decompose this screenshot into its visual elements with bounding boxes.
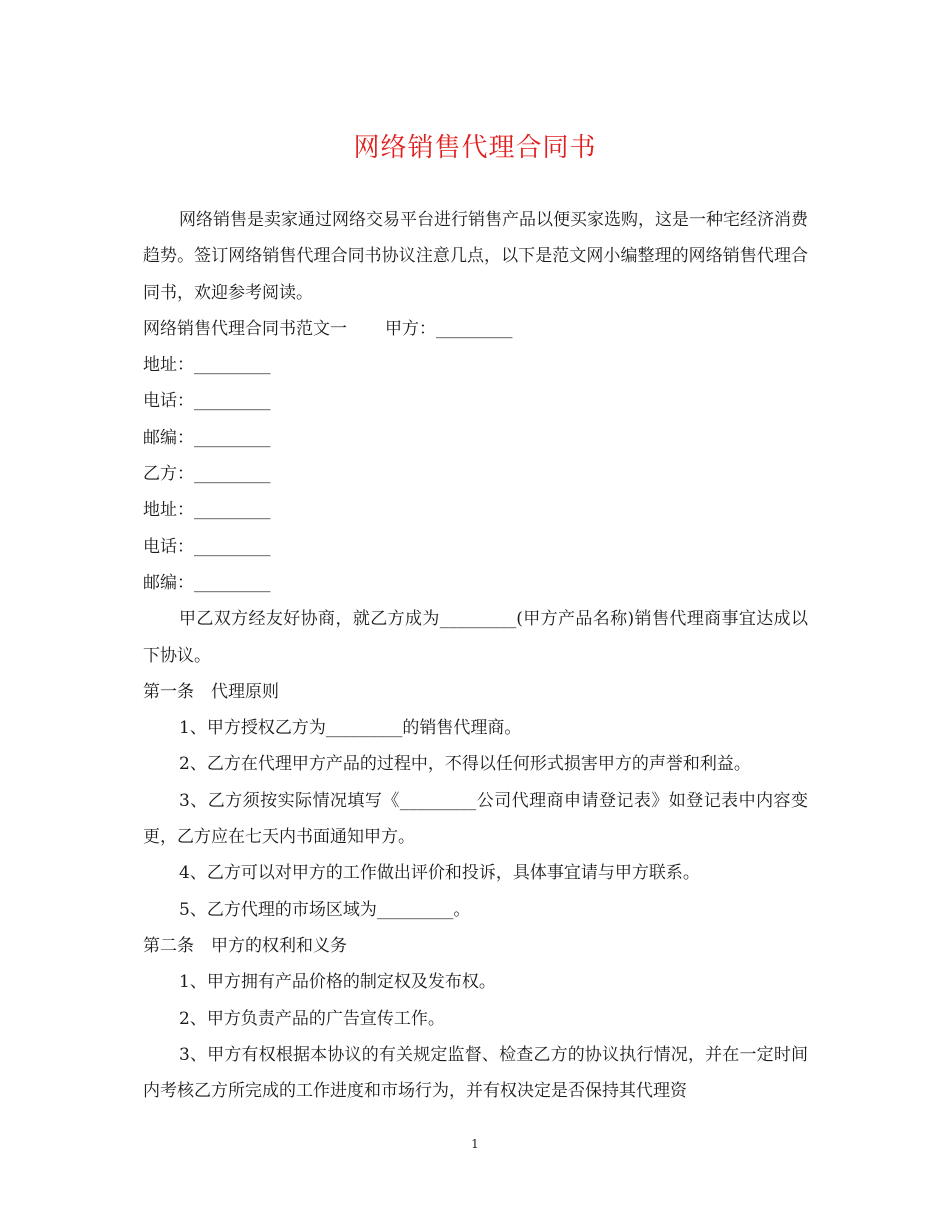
intro-paragraph: 网络销售是卖家通过网络交易平台进行销售产品以便买家选购，这是一种宅经济消费趋势。签订网络销售代理合同书协议注意几点，以下是范文网小编整理的网络销售代理合同书，欢迎参考阅读。: [143, 210, 808, 303]
sample-heading: 网络销售代理合同书范文一: [143, 318, 347, 339]
agreement-intro: 甲乙双方经友好协商，就乙方成为_________(甲方产品名称)销售代理商事宜达成以下协议。: [143, 609, 808, 666]
party-b-postcode: 邮编：_________: [143, 572, 271, 593]
article1-heading: 第一条 代理原则: [143, 681, 279, 702]
party-b-address: 地址：_________: [143, 500, 271, 521]
article2-item-3: 3、甲方有权根据本协议的有关规定监督、检查乙方的协议执行情况，并在一定时间内考核乙方所完成的工作进度和市场行为，并有权决定是否保持其代理资: [143, 1044, 808, 1102]
party-a-phone: 电话：_________: [143, 391, 271, 412]
article1-item-5: 5、乙方代理的市场区域为_________。: [179, 899, 471, 920]
article2-heading: 第二条 甲方的权利和义务: [143, 935, 347, 956]
article1-item-4: 4、乙方可以对甲方的工作做出评价和投诉，具体事宜请与甲方联系。: [179, 863, 700, 884]
document-body: [143, 202, 808, 1109]
document-title: 网络销售代理合同书: [353, 133, 597, 163]
party-a-postcode: 邮编：_________: [143, 427, 271, 448]
party-a-address: 地址：_________: [143, 355, 271, 376]
sample-heading-line: [143, 311, 808, 347]
article1-item-2: 2、乙方在代理甲方产品的过程中，不得以任何形式损害甲方的声誉和利益。: [179, 754, 751, 775]
party-a-line: 甲方：_________: [385, 318, 513, 339]
page-number: 1: [471, 1137, 479, 1151]
article1-item-3: 3、乙方须按实际情况填写《_________公司代理商申请登记表》如登记表中内容变更，乙方应在七天内书面通知甲方。: [143, 790, 808, 848]
article2-item-2: 2、甲方负责产品的广告宣传工作。: [179, 1008, 445, 1029]
article2-item-1: 1、甲方拥有产品价格的制定权及发布权。: [179, 972, 496, 993]
article1-item-1: 1、甲方授权乙方为_________的销售代理商。: [179, 718, 522, 739]
party-b-line: 乙方：_________: [143, 464, 271, 485]
party-b-phone: 电话：_________: [143, 536, 271, 557]
